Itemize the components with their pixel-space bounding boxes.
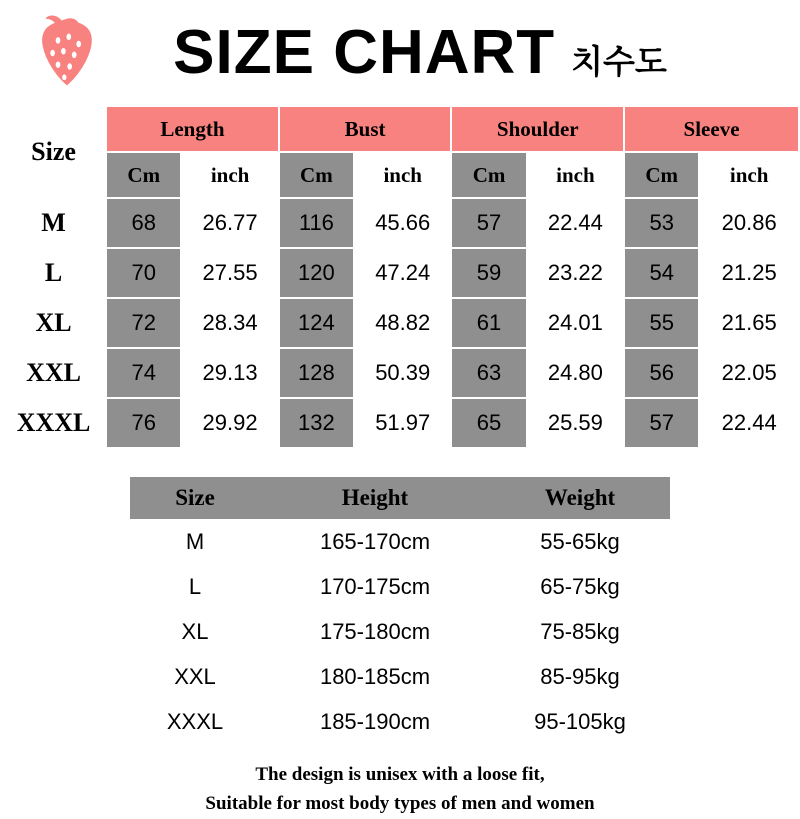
cell-bust-inch: 45.66 [354,198,451,248]
hw-cell-weight: 55-65kg [490,519,670,564]
cell-sleeve-cm: 54 [624,248,699,298]
cell-sleeve-cm: 56 [624,348,699,398]
footer-note-line2: Suitable for most body types of men and women [205,793,595,815]
cell-length-cm: 74 [106,348,181,398]
cell-shoulder-inch: 22.44 [527,198,624,248]
header-group-bust: Bust [279,106,452,152]
cell-sleeve-inch: 21.25 [699,248,799,298]
cell-length-inch: 27.55 [181,248,278,298]
hw-cell-weight: 65-75kg [490,564,670,609]
hw-header-size: Size [130,477,260,519]
hw-cell-height: 165-170cm [260,519,490,564]
header-sleeve-inch: inch [699,152,799,198]
hw-header-weight: Weight [490,477,670,519]
hw-cell-height: 170-175cm [260,564,490,609]
cell-bust-inch: 48.82 [354,298,451,348]
header-bust-cm: Cm [279,152,354,198]
footer-note-line1: The design is unisex with a loose fit, [255,764,545,785]
cell-sleeve-cm: 55 [624,298,699,348]
table-header-units [1,152,799,198]
cell-shoulder-cm: 65 [451,398,526,448]
title-sub: 치수도 [571,42,667,80]
cell-length-inch: 29.13 [181,348,278,398]
table-row [1,248,799,298]
header-group-shoulder: Shoulder [451,106,624,152]
row-size-label: M [1,198,106,248]
cell-length-cm: 68 [106,198,181,248]
cell-bust-inch: 50.39 [354,348,451,398]
header-group-length: Length [106,106,279,152]
header-group-sleeve: Sleeve [624,106,799,152]
table-row [1,298,799,348]
title-main: SIZE CHART [173,17,556,87]
cell-shoulder-cm: 61 [451,298,526,348]
cell-bust-cm: 128 [279,348,354,398]
header-size: Size [1,106,106,198]
strawberry-icon [22,8,112,98]
cell-shoulder-cm: 59 [451,248,526,298]
header-shoulder-cm: Cm [451,152,526,198]
cell-bust-inch: 47.24 [354,248,451,298]
header-sleeve-cm: Cm [624,152,699,198]
table-row [1,348,799,398]
cell-length-cm: 76 [106,398,181,448]
cell-shoulder-inch: 25.59 [527,398,624,448]
hw-cell-weight: 85-95kg [490,654,670,699]
header-length-inch: inch [181,152,278,198]
header-shoulder-inch: inch [527,152,624,198]
height-weight-table [130,477,670,744]
cell-sleeve-inch: 22.05 [699,348,799,398]
hw-cell-size: L [130,564,260,609]
hw-cell-height: 185-190cm [260,699,490,744]
size-chart-table [0,105,800,449]
cell-sleeve-inch: 22.44 [699,398,799,448]
hw-header-row [130,477,670,519]
hw-cell-size: XXL [130,654,260,699]
table-row [130,609,670,654]
hw-cell-size: XXXL [130,699,260,744]
cell-shoulder-inch: 23.22 [527,248,624,298]
cell-bust-cm: 132 [279,398,354,448]
table-row [1,198,799,248]
cell-bust-cm: 124 [279,298,354,348]
hw-cell-height: 180-185cm [260,654,490,699]
page-title [0,17,800,87]
header-bust-inch: inch [354,152,451,198]
cell-shoulder-inch: 24.01 [527,298,624,348]
cell-bust-cm: 116 [279,198,354,248]
cell-length-inch: 29.92 [181,398,278,448]
cell-bust-inch: 51.97 [354,398,451,448]
hw-cell-height: 175-180cm [260,609,490,654]
cell-bust-cm: 120 [279,248,354,298]
cell-length-cm: 72 [106,298,181,348]
table-header-groups [1,106,799,152]
row-size-label: L [1,248,106,298]
hw-header-height: Height [260,477,490,519]
cell-shoulder-cm: 57 [451,198,526,248]
cell-length-inch: 28.34 [181,298,278,348]
row-size-label: XXXL [1,398,106,448]
cell-length-inch: 26.77 [181,198,278,248]
table-row [130,519,670,564]
cell-shoulder-inch: 24.80 [527,348,624,398]
hw-cell-size: M [130,519,260,564]
table-row [130,654,670,699]
table-row [130,564,670,609]
table-row [130,699,670,744]
footer-note [0,760,800,819]
hw-cell-weight: 75-85kg [490,609,670,654]
page-header [0,0,800,105]
hw-cell-size: XL [130,609,260,654]
table-row [1,398,799,448]
header-length-cm: Cm [106,152,181,198]
row-size-label: XXL [1,348,106,398]
row-size-label: XL [1,298,106,348]
cell-length-cm: 70 [106,248,181,298]
cell-shoulder-cm: 63 [451,348,526,398]
cell-sleeve-inch: 21.65 [699,298,799,348]
cell-sleeve-cm: 53 [624,198,699,248]
cell-sleeve-inch: 20.86 [699,198,799,248]
cell-sleeve-cm: 57 [624,398,699,448]
hw-cell-weight: 95-105kg [490,699,670,744]
